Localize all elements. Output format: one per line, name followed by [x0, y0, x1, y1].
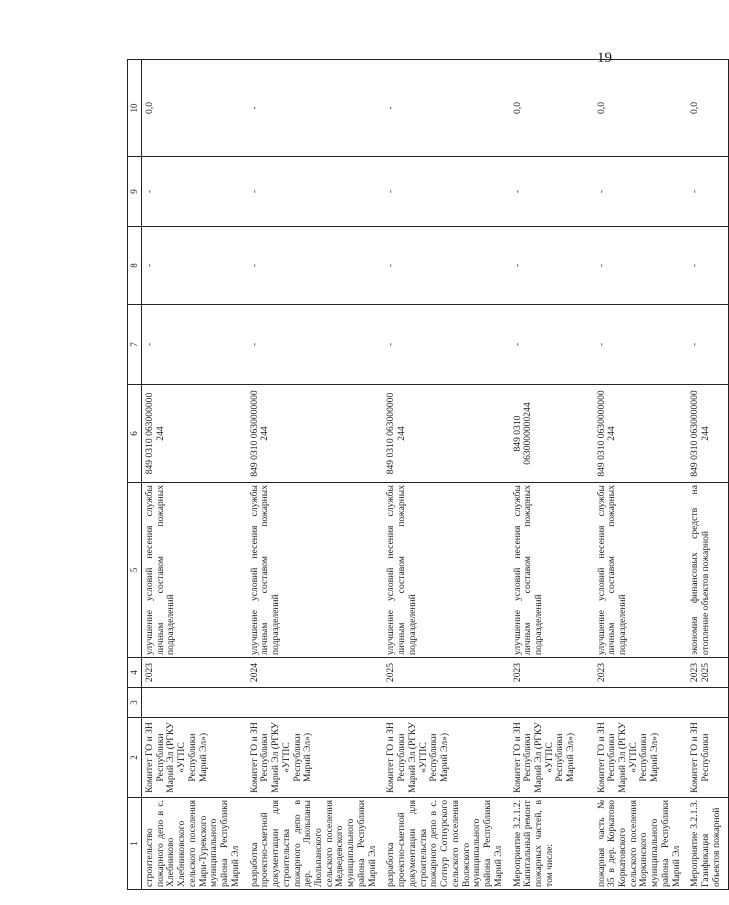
cell-col8: -	[247, 227, 384, 305]
cell-measure: Мероприятие 3.2.1.2. Капитальный ремонт пожарных частей, в том числе:	[510, 798, 594, 890]
cell-col7: -	[687, 305, 728, 385]
table-header-row	[128, 60, 142, 890]
cell-start-year	[687, 688, 728, 718]
cell-executor: Комитет ГО и ЗН Республики	[687, 718, 728, 798]
cell-measure: Мероприятие 3.2.1.3. Газификация объектов пожарной	[687, 798, 728, 890]
cell-year: 2024	[247, 658, 384, 688]
cell-result: улучшение условий несения службы личным составом пожарных подразделений	[594, 483, 688, 658]
cell-executor: Комитет ГО и ЗН Республики Марий Эл (РГКУ «УГПС Республики Марий Эл»)	[594, 718, 688, 798]
cell-measure: строительство пожарного депо в с. Хлебниково Хлебниковского сельского поселения Мари-Турекского муниципального района Республики Марий Эл	[142, 798, 247, 890]
header-col-6: 6	[128, 385, 142, 483]
header-col-2: 2	[128, 718, 142, 798]
cell-col10: 0,0	[594, 60, 688, 157]
rotated-table-container	[127, 60, 722, 890]
budget-table	[127, 59, 729, 890]
cell-col9: -	[687, 157, 728, 227]
cell-executor: Комитет ГО и ЗН Республики Марий Эл (РГКУ «УГПС Республики Марий Эл»)	[247, 718, 384, 798]
cell-year: 2023	[510, 658, 594, 688]
cell-col7: -	[142, 305, 247, 385]
cell-col7: -	[510, 305, 594, 385]
cell-budget-code: 849 0310 0630000000244	[510, 385, 594, 483]
cell-year: 2023 2025	[687, 658, 728, 688]
cell-col9: -	[142, 157, 247, 227]
table-row	[383, 60, 509, 890]
cell-col10: -	[383, 60, 509, 157]
cell-col9: -	[594, 157, 688, 227]
cell-result: экономия финансовых средств на отопление объектов пожарной	[687, 483, 728, 658]
cell-start-year	[594, 688, 688, 718]
header-col-1: 1	[128, 798, 142, 890]
header-col-8: 8	[128, 227, 142, 305]
cell-start-year	[142, 688, 247, 718]
cell-budget-code: 849 0310 0630000000 244	[247, 385, 384, 483]
header-col-10: 10	[128, 60, 142, 157]
cell-col10: 0,0	[142, 60, 247, 157]
cell-col8: -	[510, 227, 594, 305]
cell-start-year	[510, 688, 594, 718]
cell-col10: 0,0	[510, 60, 594, 157]
cell-start-year	[383, 688, 509, 718]
table-row	[142, 60, 247, 890]
header-col-7: 7	[128, 305, 142, 385]
header-col-4: 4	[128, 658, 142, 688]
cell-col8: -	[594, 227, 688, 305]
cell-result: улучшение условий несения службы личным составом пожарных подразделений	[383, 483, 509, 658]
cell-col10: 0,0	[687, 60, 728, 157]
cell-col8: -	[383, 227, 509, 305]
table-row	[687, 60, 728, 890]
cell-col8: -	[142, 227, 247, 305]
cell-budget-code: 849 0310 0630000000 244	[687, 385, 728, 483]
cell-col9: -	[383, 157, 509, 227]
cell-col10: -	[247, 60, 384, 157]
cell-executor: Комитет ГО и ЗН Республики Марий Эл (РГКУ «УГПС Республики Марий Эл»)	[142, 718, 247, 798]
table-row	[247, 60, 384, 890]
header-col-9: 9	[128, 157, 142, 227]
header-col-3: 3	[128, 688, 142, 718]
page-number: 19	[597, 50, 612, 66]
cell-measure: разработка проектно-сметной документации для строительства пожарного депо в дер. Люльпаны Люльпанского сельского поселения Медведевского муниципального района Республики Марий Эл	[247, 798, 384, 890]
cell-col7: -	[383, 305, 509, 385]
cell-col8: -	[687, 227, 728, 305]
cell-year: 2023	[594, 658, 688, 688]
cell-measure: разработка проектно-сметной документации для строительства пожарного депо в с. Сотнур Сотнурского сельского поселения Волжского муниципального района Республики Марий Эл	[383, 798, 509, 890]
cell-col7: -	[594, 305, 688, 385]
cell-budget-code: 849 0310 063000000 244	[142, 385, 247, 483]
cell-start-year	[247, 688, 384, 718]
table-row	[510, 60, 594, 890]
cell-result: улучшение условий несения службы личным составом пожарных подразделений	[510, 483, 594, 658]
cell-executor: Комитет ГО и ЗН Республики Марий Эл (РГКУ «УГПС Республики Марий Эл»)	[510, 718, 594, 798]
header-col-5: 5	[128, 483, 142, 658]
cell-year: 2025	[383, 658, 509, 688]
cell-budget-code: 849 0310 0630000000 244	[594, 385, 688, 483]
cell-result: улучшение условий несения службы личным составом пожарных подразделений	[247, 483, 384, 658]
cell-measure: пожарная часть № 35 в дер. Коркатово Коркатовского сельского поселения Моркинского муниципального района Республики Марий Эл	[594, 798, 688, 890]
cell-executor: Комитет ГО и ЗН Республики Марий Эл (РГКУ «УГПС Республики Марий Эл»)	[383, 718, 509, 798]
cell-col9: -	[510, 157, 594, 227]
cell-col7: -	[247, 305, 384, 385]
cell-result: улучшение условий несения службы личным составом пожарных подразделений	[142, 483, 247, 658]
table-row	[594, 60, 688, 890]
cell-budget-code: 849 0310 063000000 244	[383, 385, 509, 483]
cell-year: 2023	[142, 658, 247, 688]
cell-col9: -	[247, 157, 384, 227]
